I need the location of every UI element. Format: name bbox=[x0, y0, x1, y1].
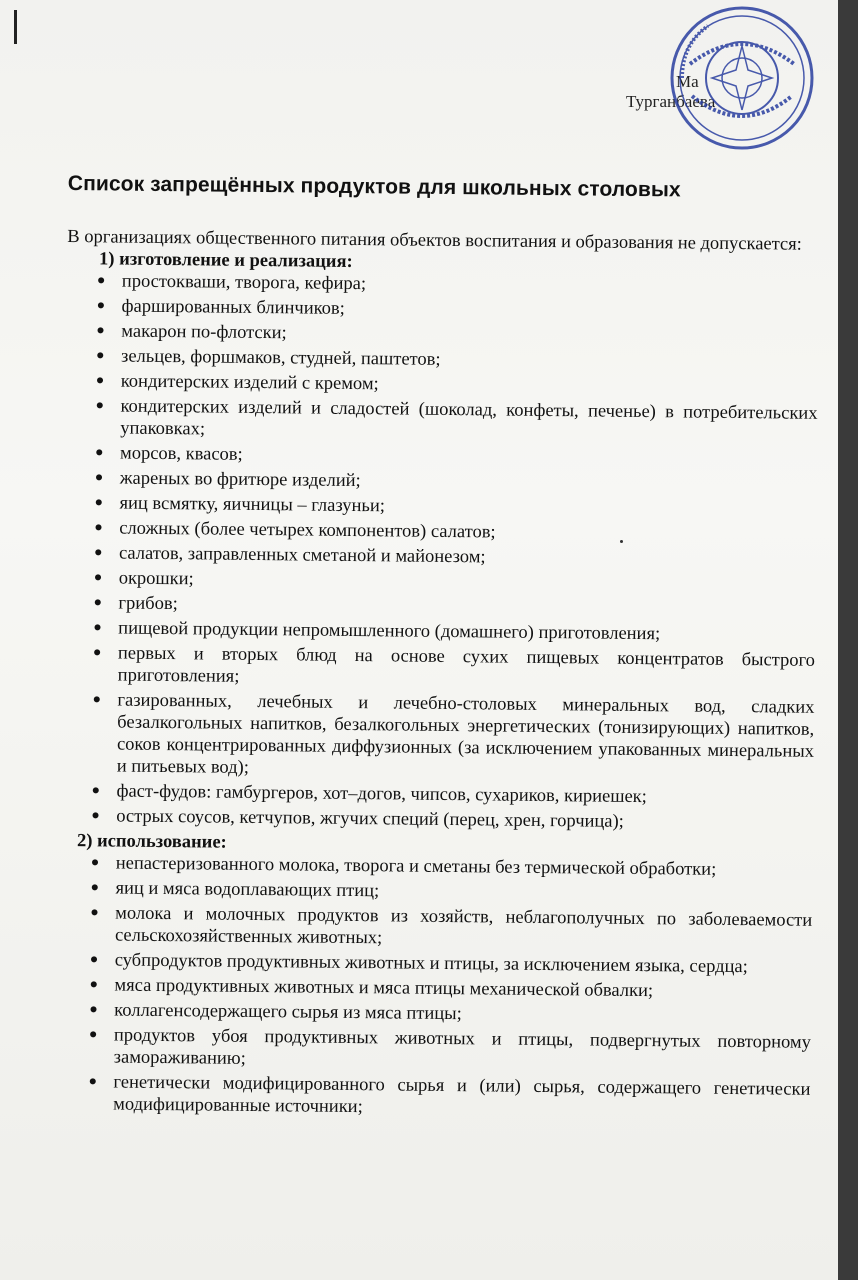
bullet-icon: ● bbox=[89, 952, 99, 968]
bullet-icon: ● bbox=[94, 520, 103, 536]
list-item: ● яиц всмятку, яичницы – глазуньи; bbox=[94, 493, 386, 517]
section-2-heading: 2) использование: bbox=[76, 831, 227, 853]
list-item: ● кондитерских изделий и сладостей (шоколад, конфеты, печенье) в потребительских упаковках; bbox=[95, 396, 818, 440]
list-item: ● молока и молочных продуктов из хозяйств, неблагополучных по заболеваемости сельскохозяйственных животных; bbox=[90, 903, 813, 949]
list-item: ● жареных во фритюре изделий; bbox=[94, 468, 361, 492]
list-item: ● фаршированных блинчиков; bbox=[96, 296, 345, 319]
bullet-icon: ● bbox=[92, 645, 102, 661]
bullet-icon: ● bbox=[95, 373, 105, 389]
round-official-seal-icon bbox=[668, 4, 816, 152]
list-item: ● коллагенсодержащего сырья из мяса птицы; bbox=[89, 1000, 462, 1025]
list-item: ● продуктов убоя продуктивных животных и птицы, подвергнутых повторному замораживанию; bbox=[88, 1025, 812, 1069]
list-item: ● макарон по-флотски; bbox=[96, 321, 287, 344]
bullet-icon: ● bbox=[90, 905, 99, 921]
list-item: ● салатов, заправленных сметаной и майонезом; bbox=[93, 543, 486, 568]
list-item: ● морсов, квасов; bbox=[94, 443, 243, 465]
bullet-icon: ● bbox=[90, 855, 100, 871]
list-item: ● пищевой продукции непромышленного (домашнего) приготовления; bbox=[93, 618, 661, 645]
margin-mark bbox=[14, 10, 17, 44]
list-item: ● первых и вторых блюд на основе сухих пищевых концентратов быстрого приготовления; bbox=[92, 643, 816, 687]
approval-line-2: Турганбаева bbox=[626, 92, 716, 111]
approval-line-1: Ма bbox=[676, 72, 699, 91]
section-2-list bbox=[58, 852, 813, 1123]
list-item: ● окрошки; bbox=[93, 568, 194, 590]
speck bbox=[620, 540, 623, 543]
list-item: ● фаст-фудов: гамбургеров, хот–догов, чипсов, сухариков, кириешек; bbox=[91, 781, 647, 808]
bullet-icon: ● bbox=[90, 880, 100, 896]
list-item: ● субпродуктов продуктивных животных и птицы, за исключением языка, сердца; bbox=[89, 950, 748, 978]
bullet-icon: ● bbox=[95, 348, 105, 364]
document-title: Список запрещённых продуктов для школьных столовых bbox=[67, 172, 681, 202]
bullet-icon: ● bbox=[92, 692, 102, 708]
bullet-icon: ● bbox=[89, 977, 99, 993]
bullet-icon: ● bbox=[91, 808, 100, 824]
bullet-icon: ● bbox=[88, 1074, 98, 1090]
bullet-icon: ● bbox=[93, 595, 103, 611]
section-1-list bbox=[61, 270, 819, 835]
bullet-icon: ● bbox=[94, 495, 104, 511]
bullet-icon: ● bbox=[89, 1002, 98, 1018]
document-body bbox=[58, 172, 820, 1126]
bullet-icon: ● bbox=[93, 545, 103, 561]
bullet-icon: ● bbox=[91, 783, 101, 799]
list-item: ● генетически модифицированного сырья и (или) сырья, содержащего генетически модифицированные источники; bbox=[88, 1072, 811, 1118]
intro-paragraph: В организациях общественного питания объектов воспитания и образования не допускается: bbox=[67, 226, 802, 255]
bullet-icon: ● bbox=[93, 620, 102, 636]
list-item: ● зельцев, форшмаков, студней, паштетов; bbox=[95, 346, 441, 370]
bullet-icon: ● bbox=[93, 570, 103, 586]
page-edge-shadow bbox=[838, 0, 858, 1280]
list-item: ● сложных (более четырех компонентов) салатов; bbox=[94, 518, 496, 543]
bullet-icon: ● bbox=[94, 445, 104, 461]
bleed-through-text bbox=[70, 22, 690, 62]
bullet-icon: ● bbox=[88, 1027, 98, 1043]
list-item: ● мяса продуктивных животных и мяса птицы механической обвалки; bbox=[89, 975, 654, 1002]
list-item: ● непастеризованного молока, творога и сметаны без термической обработки; bbox=[90, 853, 717, 880]
bullet-icon: ● bbox=[94, 470, 104, 486]
bullet-icon: ● bbox=[96, 273, 106, 289]
bullet-icon: ● bbox=[96, 298, 106, 314]
list-item: ● простокваши, творога, кефира; bbox=[96, 271, 367, 295]
section-1-heading: 1) изготовление и реализация: bbox=[98, 249, 353, 272]
list-item: ● газированных, лечебных и лечебно-столовых минеральных вод, сладких безалкогольных напитков, безалкогольных энергетических (тонизирующих) напитков, соков концентрированных диффузионных (за исключением упакованных минеральных и питьевых вод); bbox=[92, 690, 815, 778]
list-item: ● кондитерских изделий с кремом; bbox=[95, 371, 379, 395]
list-item: ● острых соусов, кетчупов, жгучих специй (перец, хрен, горчица); bbox=[91, 806, 624, 832]
list-item: ● грибов; bbox=[93, 593, 178, 615]
bullet-icon: ● bbox=[96, 323, 105, 339]
bullet-icon: ● bbox=[95, 398, 105, 414]
list-item: ● яиц и мяса водоплавающих птиц; bbox=[90, 878, 380, 902]
